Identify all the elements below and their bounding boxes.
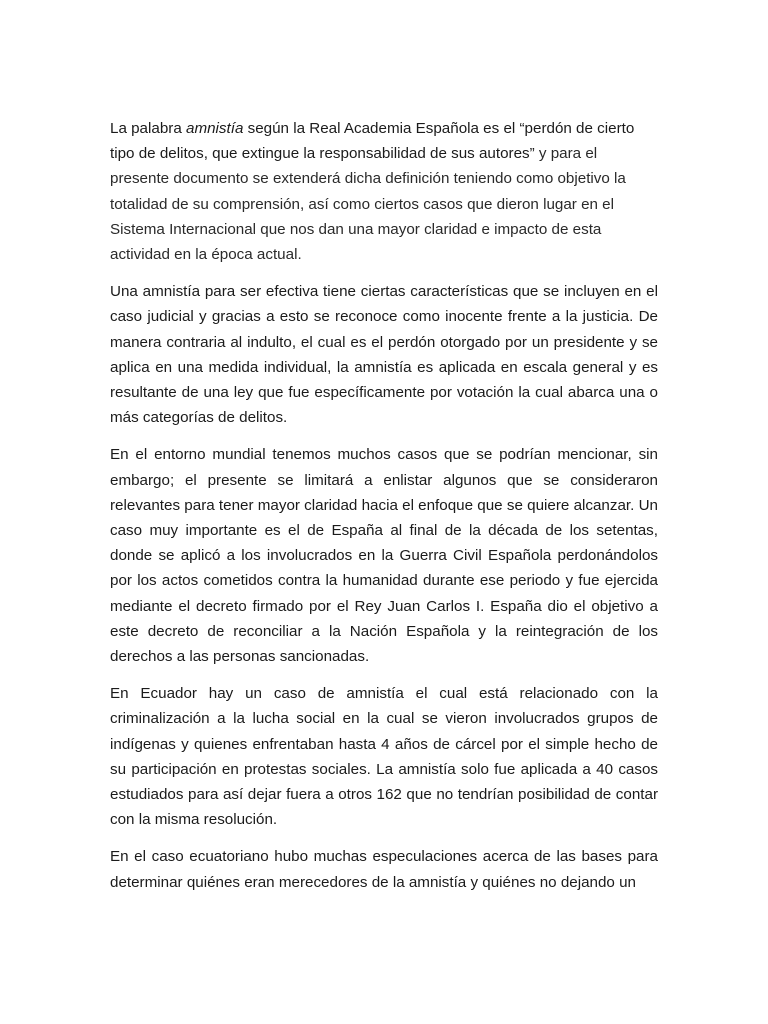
- paragraph-1-intro: La palabra: [110, 120, 186, 137]
- paragraph-1-definition: según la Real Academia Española es el “perdón de cierto tipo de delitos, que extingue la responsabilidad de sus autores”: [110, 120, 635, 163]
- document-body: [110, 116, 658, 907]
- paragraph-1-continuation: y para el presente documento se extenderá dicha definición teniendo como objetivo la totalidad de su comprensión, así como ciertos casos que dieron lugar en el Sistema Internacional que nos dan una mayor claridad e impacto de esta actividad en la época actual.: [110, 145, 626, 264]
- paragraph-4: En Ecuador hay un caso de amnistía el cual está relacionado con la criminalización a la lucha social en la cual se vieron involucrados grupos de indígenas y quienes enfrentaban hasta 4 años de cárcel por el simple hecho de su participación en protestas sociales. La amnistía solo fue aplicada a 40 casos estudiados para así dejar fuera a otros 162 que no tendrían posibilidad de contar con la misma resolución.: [110, 685, 658, 829]
- paragraph-2: Una amnistía para ser efectiva tiene ciertas características que se incluyen en el caso judicial y gracias a esto se reconoce como inocente frente a la justicia. De manera contraria al indulto, el cual es el perdón otorgado por un presidente y se aplica en una medida individual, la amnistía es aplicada en escala general y es resultante de una ley que fue específicamente por votación la cual abarca una o más categorías de delitos.: [110, 283, 658, 427]
- paragraph-1-italic-term: amnistía: [186, 120, 244, 137]
- paragraph-5: En el caso ecuatoriano hubo muchas especulaciones acerca de las bases para determinar quiénes eran merecedores de la amnistía y quiénes no dejando un: [110, 848, 658, 891]
- paragraph-1: [110, 116, 658, 267]
- paragraph-3: En el entorno mundial tenemos muchos casos que se podrían mencionar, sin embargo; el presente se limitará a enlistar algunos que se consideraron relevantes para tener mayor claridad hacia el enfoque que se quiere alcanzar. Un caso muy importante es el de España al final de la década de los setentas, donde se aplicó a los involucrados en la Guerra Civil Española perdonándolos por los actos cometidos contra la humanidad durante ese periodo y fue ejercida mediante el decreto firmado por el Rey Juan Carlos I. España dio el objetivo a este decreto de reconciliar a la Nación Española y la reintegración de los derechos a las personas sancionadas.: [110, 446, 658, 666]
